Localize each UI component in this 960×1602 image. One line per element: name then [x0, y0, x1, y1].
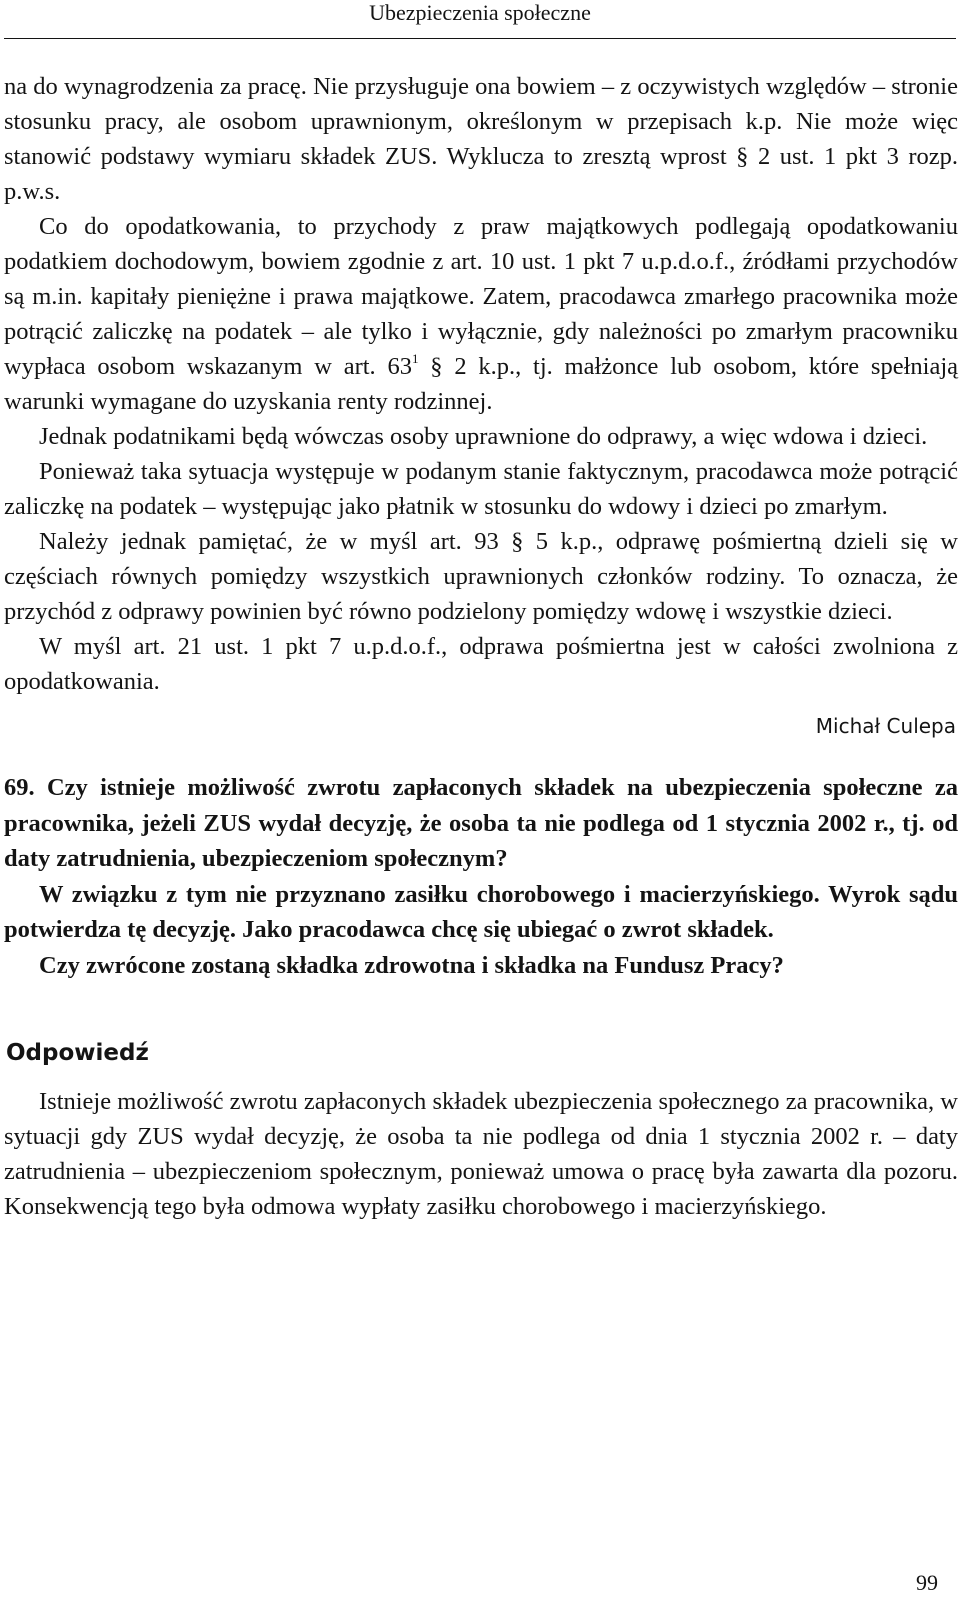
paragraph: W myśl art. 21 ust. 1 pkt 7 u.p.d.o.f., odprawa pośmiertna jest w całości zwolniona z opodatkowania.	[4, 633, 958, 695]
question-paragraph: Czy zwrócone zostaną składka zdrowotna i składka na Fundusz Pracy?	[39, 951, 784, 979]
paragraph: Jednak podatnikami będą wówczas osoby uprawnione do odprawy, a więc wdowa i dzieci.	[39, 423, 928, 450]
superscript: 1	[411, 350, 419, 366]
question-paragraph: W związku z tym nie przyznano zasiłku chorobowego i macierzyńskiego. Wyrok sądu potwierdza tę decyzję. Jako pracodawca chcę się ubiegać o zwrot składek.	[4, 880, 958, 943]
paragraph-text: § 2 k.p., tj. małżonce lub osobom, które spełniają warunki wymagane do uzyskania renty rodzinnej.	[4, 353, 959, 415]
paragraph: na do wynagrodzenia za pracę. Nie przysługuje ona bowiem – z oczywistych względów – stronie stosunku pracy, ale osobom uprawnionym, określonym w przepisach k.p. Nie może więc stanowić podstawy wymiaru składek ZUS. Wyklucza to zresztą wprost § 2 ust. 1 pkt 3 rozp. p.w.s.	[4, 73, 958, 205]
running-head: Ubezpieczenia społeczne	[369, 0, 591, 25]
paragraph: Należy jednak pamiętać, że w myśl art. 93 § 5 k.p., odprawę pośmiertną dzieli się w częściach równych pomiędzy wszystkich uprawnionych członków rodziny. To oznacza, że przychód z odprawy powinien być równo podzielony pomiędzy wdowę i wszystkie dzieci.	[4, 528, 958, 625]
answer-heading: Odpowiedź	[6, 1040, 149, 1066]
page-number: 99	[916, 1570, 938, 1595]
paragraph-text: Co do opodatkowania, to przychody z praw majątkowych podlegają opodatkowaniu podatkiem dochodowym, bowiem zgodnie z art. 10 ust. 1 pkt 7 u.p.d.o.f., źródłami przychodów są m.in. kapitały pieniężne i prawa majątkowe. Zatem, pracodawca zmarłego pracownika może potrącić zaliczkę na podatek – ale tylko i wyłącznie, gdy należności po zmarłym pracowniku wypłaca osobom wskazanym w art. 63	[4, 213, 958, 380]
answer-paragraph: Istnieje możliwość zwrotu zapłaconych składek ubezpieczenia społecznego za pracownika, w sytuacji gdy ZUS wydał decyzję, że osoba ta nie podlega od dnia 1 stycznia 2002 r. – daty zatrudnienia – ubezpieczeniom społecznym, ponieważ umowa o pracę była zawarta dla pozoru. Konsekwencją tego była odmowa wypłaty zasiłku chorobowego i macierzyńskiego.	[4, 1088, 958, 1220]
question-block	[4, 770, 958, 983]
author-signature: Michał Culepa	[815, 714, 956, 738]
page-body	[4, 69, 958, 1224]
paragraph	[4, 209, 958, 419]
header-rule	[4, 38, 956, 39]
question-title: 69. Czy istnieje możliwość zwrotu zapłaconych składek na ubezpieczenia społeczne za pracownika, jeżeli ZUS wydał decyzję, że osoba ta nie podlega od 1 stycznia 2002 r., tj. od daty zatrudnienia, ubezpieczeniom społecznym?	[4, 774, 958, 872]
paragraph: Ponieważ taka sytuacja występuje w podanym stanie faktycznym, pracodawca może potrącić zaliczkę na podatek – występując jako płatnik w stosunku do wdowy i dzieci po zmarłym.	[4, 458, 958, 520]
